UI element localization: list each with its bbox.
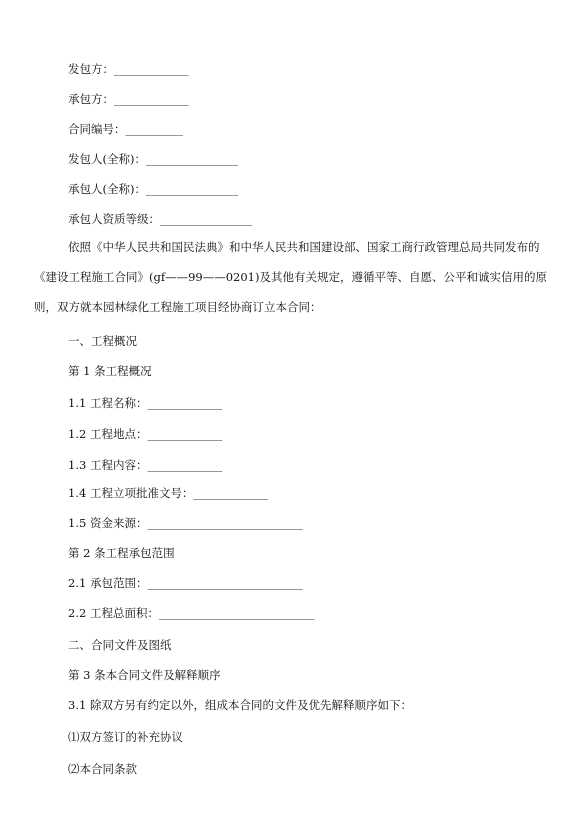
clause-3-1-line: 3.1 除双方另有约定以外，组成本合同的文件及优先解释顺序如下： xyxy=(68,698,412,712)
section-heading-1: 一、工程概况 xyxy=(68,334,137,348)
article-2-heading: 第 2 条工程承包范围 xyxy=(68,546,175,560)
item-contract-terms: ⑵本合同条款 xyxy=(68,762,137,776)
section-heading-2: 二、合同文件及图纸 xyxy=(68,638,172,652)
party-a-line: 发包方：_____________ xyxy=(68,62,189,76)
party-b-line: 承包方：_____________ xyxy=(68,92,189,106)
funding-source-line: 1.5 资金来源：___________________________ xyxy=(68,516,303,530)
project-name-line: 1.1 工程名称：_____________ xyxy=(68,396,223,410)
article-3-heading: 第 3 条本合同文件及解释顺序 xyxy=(68,668,221,682)
contractor-fullname-line: 承包人(全称)：________________ xyxy=(68,182,238,196)
contractor-qualification-line: 承包人资质等级：________________ xyxy=(68,212,252,226)
intro-line-3: 则，双方就本园林绿化工程施工项目经协商订立本合同： xyxy=(34,300,322,314)
article-1-heading: 第 1 条工程概况 xyxy=(68,364,152,378)
contract-scope-line: 2.1 承包范围：___________________________ xyxy=(68,576,303,590)
project-location-line: 1.2 工程地点：_____________ xyxy=(68,427,223,441)
total-area-line: 2.2 工程总面积：___________________________ xyxy=(68,606,315,620)
intro-line-2: 《建设工程施工合同》(gf——99——0201)及其他有关规定，遵循平等、自愿、公平和诚实信用的原 xyxy=(34,270,547,284)
contract-number-line: 合同编号：__________ xyxy=(68,122,183,136)
project-content-line: 1.3 工程内容：_____________ xyxy=(68,458,223,472)
approval-number-line: 1.4 工程立项批准文号：_____________ xyxy=(68,486,269,500)
intro-line-1: 依照《中华人民共和国民法典》和中华人民共和国建设部、国家工商行政管理总局共同发布的 xyxy=(68,240,540,254)
item-supplementary-agreement: ⑴双方签订的补充协议 xyxy=(68,730,183,744)
employer-fullname-line: 发包人(全称)：________________ xyxy=(68,152,238,166)
